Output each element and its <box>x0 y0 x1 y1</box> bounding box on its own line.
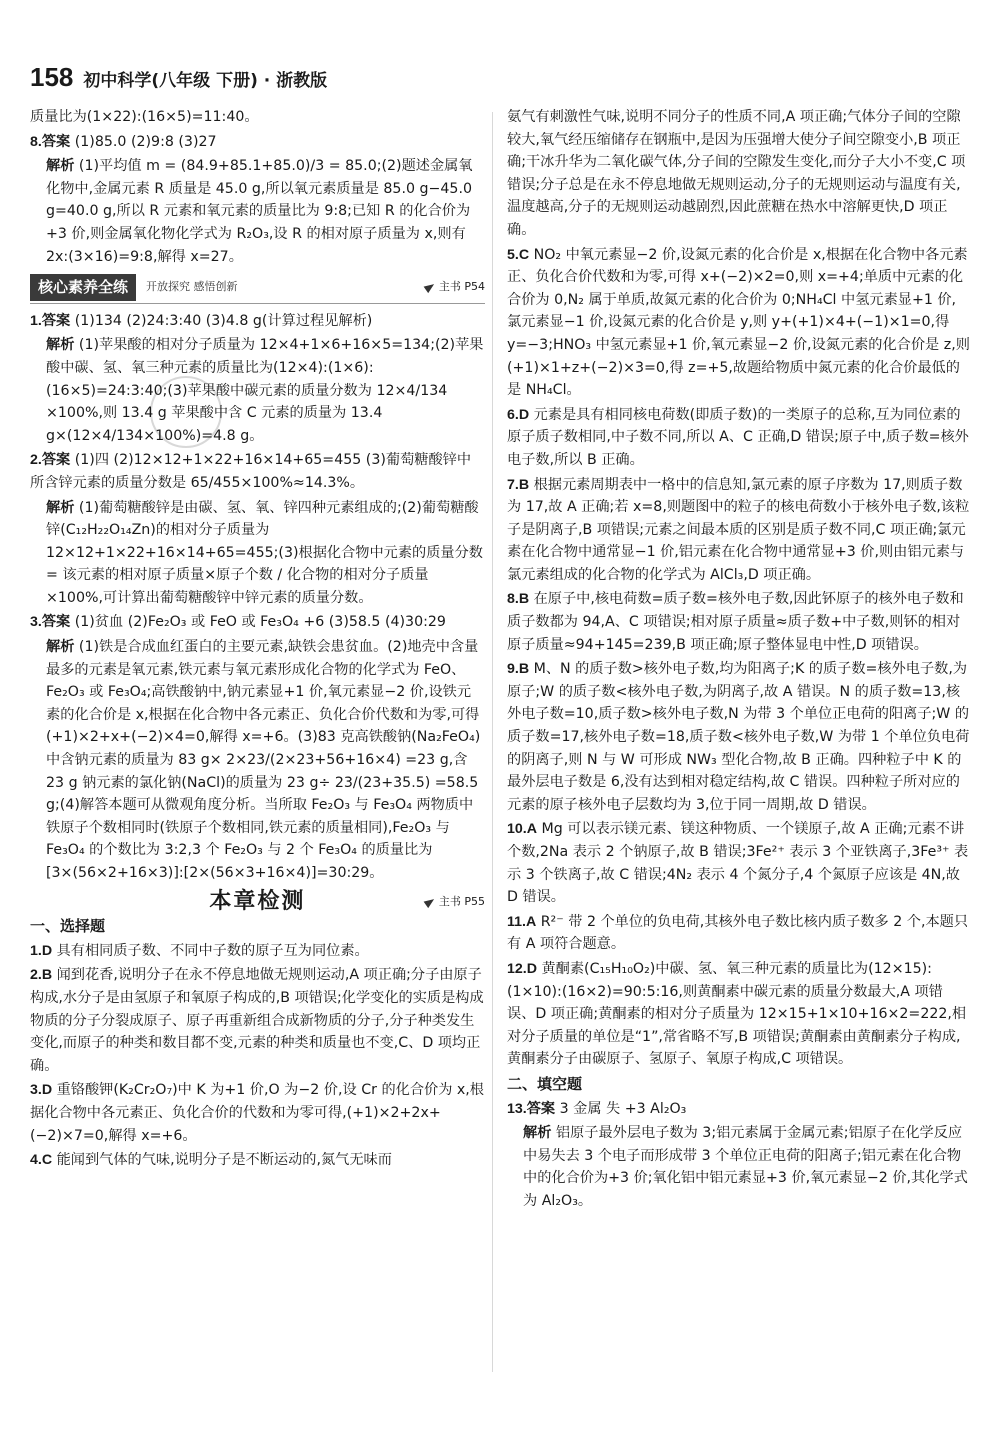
choice-item <box>507 958 970 1071</box>
choice-item <box>507 404 970 472</box>
explanation-label: 解析 <box>523 1125 552 1142</box>
column-divider <box>492 112 493 1372</box>
question-number: 10.A <box>507 821 537 838</box>
subsection-heading: 一、选择题 <box>30 917 106 936</box>
choice-explanation: 根据元素周期表中一格中的信息知,氯元素的原子序数为 17,则质子数为 17,故 A 正确;若 x=8,则题图中的粒子的核电荷数小于核外电子数,该粒子是阴离子,B 项错误;元素之间最本质的区别是质子数不同,C 项正确;氯元素在化合物中通常显−1 价,铝元素在化合物中通常显+3 价,则由铝元素与氯元素组成的化合物的化学式为 AlCl₃,D 项正确。 <box>507 476 970 583</box>
choice-item <box>507 658 970 816</box>
chapter-heading <box>30 888 485 914</box>
right-column <box>507 106 970 1215</box>
answer-label: 答案 <box>41 312 71 329</box>
main-book-ref <box>425 276 485 299</box>
explanation-label: 解析 <box>46 499 75 516</box>
choice-item <box>30 940 485 963</box>
text-line: 质量比为(1×22):(16×5)=11:40。 <box>30 109 259 125</box>
explanation <box>30 155 485 268</box>
choice-explanation: 黄酮素(C₁₅H₁₀O₂)中碳、氢、氧三种元素的质量比为(12×15):(1×10):(16×2)=90:5:16,则黄酮素中碳元素的质量分数最大,A 项错误、D 项正确;黄酮素的相对分子质量为 12×15+1×10+16×2=222,相对分子质量的单位是“1”,常省略不写,B 项错误;黄酮素由黄酮素分子构成,黄酮素分子由碳原子、氢原子、氧原子构成,C 项错误。 <box>507 960 967 1068</box>
question-number: 1.D <box>30 942 53 959</box>
question-number: 3. <box>30 614 42 631</box>
choice-explanation: 在原子中,核电荷数=质子数=核外电子数,因此钚原子的核外电子数和质子数都为 94,A、C 项错误;相对原子质量≈质子数+中子数,则钚的相对原子质量≈94+145=239,B 项正确;原子整体显电中性,D 项错误。 <box>507 591 964 653</box>
answer-line <box>30 449 485 494</box>
choice-explanation: 具有相同质子数、不同中子数的原子互为同位素。 <box>56 942 369 959</box>
question-number: 4.C <box>30 1152 53 1169</box>
chapter-title-text: 本章检测 <box>209 888 306 914</box>
answer-text: (1)85.0 (2)9:8 (3)27 <box>74 133 217 150</box>
answer-line <box>507 1098 970 1121</box>
question-number: 5.C <box>507 246 530 263</box>
choice-item <box>30 1149 485 1172</box>
section-banner <box>30 274 485 304</box>
answer-line <box>30 131 485 154</box>
answer-text: (1)134 (2)24:3:40 (3)4.8 g(计算过程见解析) <box>74 312 373 329</box>
question-number: 13. <box>507 1100 527 1117</box>
question-number: 8.B <box>507 591 530 608</box>
explanation-label: 解析 <box>46 158 75 175</box>
explanation <box>30 497 485 610</box>
question-number: 7.B <box>507 476 530 493</box>
choice-item <box>30 1079 485 1147</box>
question-number: 8. <box>30 133 42 150</box>
explanation <box>507 1122 970 1212</box>
choice-item <box>30 964 485 1077</box>
explanation <box>30 636 485 885</box>
question-number: 9.B <box>507 661 530 678</box>
choice-explanation: R²⁻ 带 2 个单位的负电荷,其核外电子数比核内质子数多 2 个,本题只有 A 项符合题意。 <box>507 913 969 953</box>
main-book-ref-text: 主书 P55 <box>438 894 485 908</box>
choice-explanation: 重铬酸钾(K₂Cr₂O₇)中 K 为+1 价,O 为−2 价,设 Cr 的化合价为 x,根据化合物中各元素正、负化合价的代数和为零可得,(+1)×2+2x+(−2)×7=0,解得 x=+6。 <box>30 1082 484 1144</box>
page-header <box>30 62 327 96</box>
answer-text: (1)贫血 (2)Fe₂O₃ 或 FeO 或 Fe₃O₄ +6 (3)58.5 (4)30:29 <box>74 614 446 631</box>
choice-explanation: 能闻到气体的气味,说明分子是不断运动的,氮气无味而 <box>56 1152 392 1169</box>
choice-item <box>507 818 970 908</box>
answer-label: 答案 <box>41 614 71 631</box>
text-line: 氨气有刺激性气味,说明不同分子的性质不同,A 项正确;气体分子间的空隙较大,氧气经压缩储存在钢瓶中,是因为压强增大使分子间空隙变小,B 项正确;干冰升华为二氧化碳气体,分子间的空隙发生变化,而分子大小不变,C 项错误;分子总是在永不停息地做无规则运动,分子的无规则运动与温度有关,温度越高,分子的无规则运动越剧烈,因此蔗糖在热水中溶解更快,D 项正确。 <box>507 109 966 238</box>
answer-text: (1)四 (2)12×12+1×22+16×14+65=455 (3)葡萄糖酸锌中所含锌元素的质量分数是 65/455×100%≈14.3%。 <box>30 452 472 491</box>
choice-item <box>507 474 970 587</box>
main-book-ref <box>425 891 485 914</box>
choice-explanation: Mg 可以表示镁元素、镁这种物质、一个镁原子,故 A 正确;元素不讲个数,2Na 表示 2 个钠原子,故 B 错误;3Fe²⁺ 表示 3 个亚铁离子,3Fe³⁺ 表示 3 个铁离子,故 C 错误;4N₂ 表示 4 个氮分子,4 个氮原子应该是 4N,故 D 错误。 <box>507 821 969 906</box>
explanation-text: (1)铁是合成血红蛋白的主要元素,缺铁会患贫血。(2)地壳中含量最多的元素是氧元素,铁元素与氧元素形成化合物的化学式为 FeO、Fe₂O₃ 或 Fe₃O₄;高铁酸钠中,钠元素显+1 价,氧元素显−2 价,设铁元素的化合价是 x,根据在化合物中各元素正、负化合价代数和为零,可得(+1)×2+x+(−2)×4=0,解得 x=+6。(3)83 克高铁酸钠(Na₂FeO₄)中含钠元素的质量为 83 g× 2×23/(2×23+56+16×4) =23 g,含 23 g 钠元素的氯化钠(NaCl)的质量为 23 g÷ 23/(23+35.5) =58.5 g;(4)解答本题可从微观角度分析。当所取 Fe₂O₃ 与 Fe₃O₄ 两物质中铁原子个数相同时(铁原子个数相同,铁元素的质量相同),Fe₂O₃ 与 Fe₃O₄ 的个数比为 3:2,3 个 Fe₂O₃ 与 2 个 Fe₃O₄ 的质量比为[3×(56×2+16×3)]:[2×(56×3+16×4)]=30:29。 <box>46 639 481 881</box>
question-number: 2. <box>30 452 42 469</box>
answer-text: 3 金属 失 +3 Al₂O₃ <box>559 1100 687 1117</box>
pen-icon <box>423 896 436 908</box>
answer-line <box>30 611 485 634</box>
subsection-heading: 二、填空题 <box>507 1074 583 1093</box>
explanation-text: (1)平均值 m = (84.9+85.1+85.0)/3 = 85.0;(2)题述金属氧化物中,金属元素 R 质量是 45.0 g,所以氧元素质量是 85.0 g−45.0 g=40.0 g,所以 R 元素和氧元素的质量比为 9:8;已知 R 的化合价为+3 价,则金属氧化物化学式为 R₂O₃,设 R 的相对原子质量为 x,则有 2x:(3×16)=9:8,解得 x=27。 <box>46 158 473 265</box>
explanation-text: (1)葡萄糖酸锌是由碳、氢、氧、锌四种元素组成的;(2)葡萄糖酸锌(C₁₂H₂₂O₁₄Zn)的相对分子质量为 12×12+1×22+16×14+65=455;(3)根据化合物中元素的质量分数 = 该元素的相对原子质量×原子个数 / 化合物的相对分子质量 ×100%,可计算出葡萄糖酸锌中锌元素的质量分数。 <box>46 499 483 606</box>
explanation-text: (1)苹果酸的相对分子质量为 12×4+1×6+16×5=134;(2)苹果酸中碳、氢、氧三种元素的质量比为(12×4):(1×6):(16×5)=24:3:40;(3)苹果酸中碳元素的质量分数为 12×4/134 ×100%,则 13.4 g 苹果酸中含 C 元素的质量为 13.4 g×(12×4/134×100%)=4.8 g。 <box>46 337 484 444</box>
pen-icon <box>423 281 436 293</box>
choice-item <box>507 911 970 956</box>
choice-explanation: 闻到花香,说明分子在永不停息地做无规则运动,A 项正确;分子由原子构成,水分子是由氢原子和氧原子构成的,B 项错误;化学变化的实质是构成物质的分子分裂成原子、原子再重新组合成新物质的分子,分子种类发生变化,而原子的种类和数目都不变,元素的种类和质量也不变,C、D 项均正确。 <box>30 967 484 1074</box>
answer-label: 答案 <box>526 1100 556 1117</box>
question-number: 6.D <box>507 406 530 423</box>
book-title: 初中科学(八年级 下册) · 浙教版 <box>83 71 328 91</box>
answer-label: 答案 <box>41 452 71 469</box>
section-title: 核心素养全练 <box>30 274 136 301</box>
question-number: 1. <box>30 312 42 329</box>
section-subtitle: 开放探究 感悟创新 <box>146 280 238 294</box>
question-number: 3.D <box>30 1082 53 1099</box>
question-number: 12.D <box>507 960 537 977</box>
explanation-label: 解析 <box>46 639 75 656</box>
main-book-ref-text: 主书 P54 <box>438 280 485 294</box>
answer-line <box>30 310 485 333</box>
question-number: 2.B <box>30 967 53 984</box>
choice-item <box>507 244 970 402</box>
choice-item <box>507 588 970 656</box>
answer-label: 答案 <box>41 133 71 150</box>
explanation <box>30 334 485 447</box>
choice-explanation: 元素是具有相同核电荷数(即质子数)的一类原子的总称,互为同位素的原子质子数相同,中子数不同,所以 A、C 正确,D 错误;原子中,质子数=核外电子数,所以 B 正确。 <box>507 406 969 468</box>
left-column <box>30 106 485 1174</box>
page-number: 158 <box>30 62 74 92</box>
choice-explanation: NO₂ 中氧元素显−2 价,设氮元素的化合价是 x,根据在化合物中各元素正、负化合价代数和为零,可得 x+(−2)×2=0,则 x=+4;单质中元素的化合价为 0,N₂ 属于单质,故氮元素的化合价为 0;NH₄Cl 中氢元素显+1 价,氯元素显−1 价,设氮元素的化合价是 y,则 y+(+1)×4+(−1)×1=0,得 y=−3;HNO₃ 中氢元素显+1 价,氧元素显−2 价,设氮元素的化合价是 z,则(+1)×1+z+(−2)×3=0,得 z=+5,故题给物质中氮元素的化合价最低的是 NH₄Cl。 <box>507 246 970 399</box>
choice-explanation: M、N 的质子数>核外电子数,均为阳离子;K 的质子数=核外电子数,为原子;W 的质子数<核外电子数,为阴离子,故 A 错误。N 的质子数=13,核外电子数=10,质子数>核外电子数,N 为带 3 个单位正电荷的阳离子;W 的质子数=17,核外电子数=18,质子数<核外电子数,W 为带 1 个单位负电荷的阴离子,则 N 与 W 可形成 NW₃ 型化合物,故 B 正确。四种粒子中 K 的最外层电子数是 6,没有达到相对稳定结构,故 C 错误。四种粒子所对应的元素的原子核外电子层数均为 3,位于同一周期,故 D 错误。 <box>507 661 970 813</box>
explanation-text: 铝原子最外层电子数为 3;铝元素属于金属元素;铝原子在化学反应中易失去 3 个电子而形成带 3 个单位正电荷的阳离子;铝元素在化合物中的化合价为+3 价;氧化铝中铝元素显+3 价,氧元素显−2 价,其化学式为 Al₂O₃。 <box>523 1125 968 1209</box>
explanation-label: 解析 <box>46 337 75 354</box>
question-number: 11.A <box>507 913 537 930</box>
